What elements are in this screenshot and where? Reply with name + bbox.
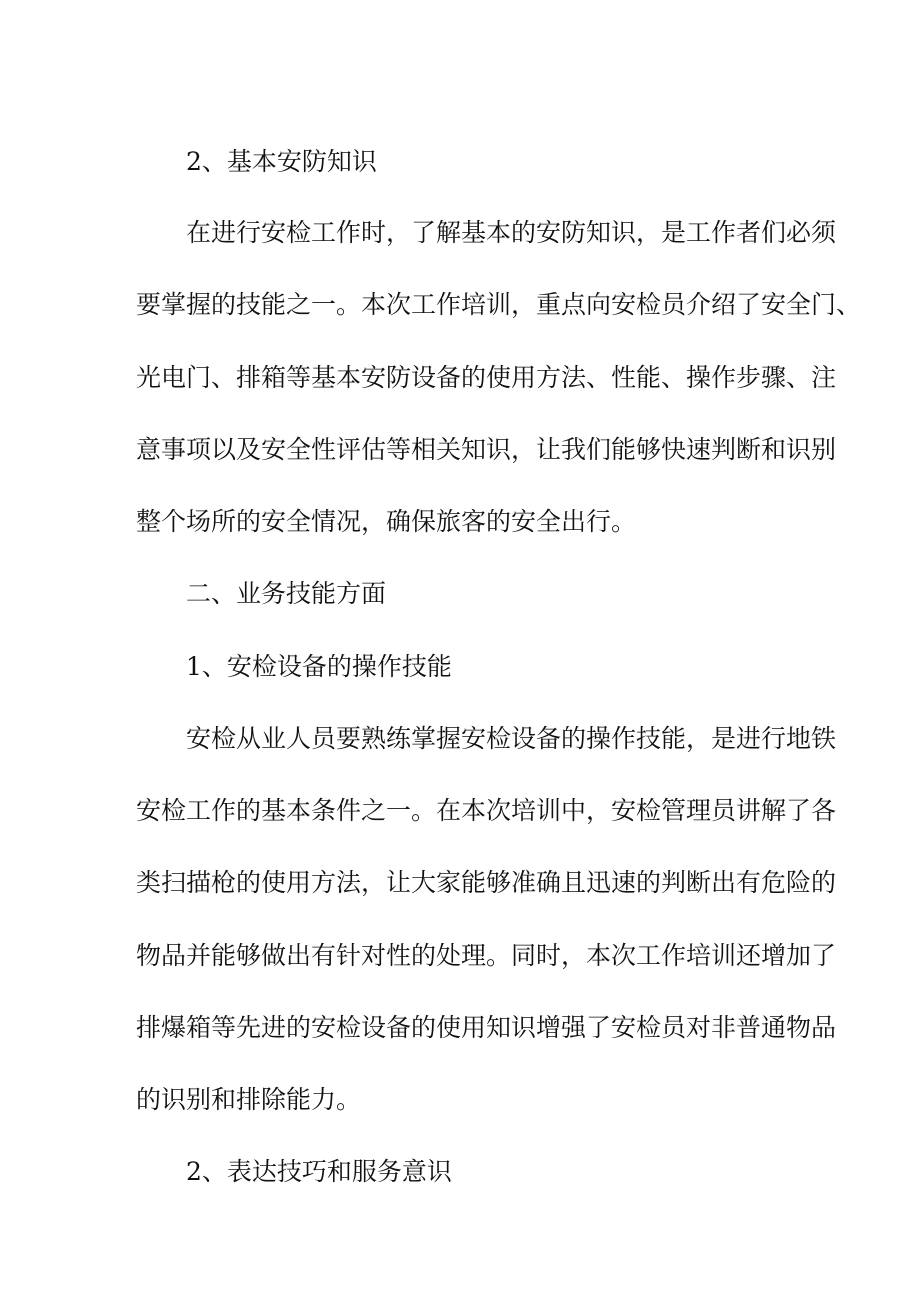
paragraph-line: 光电门、排箱等基本安防设备的使用方法、性能、操作步骤、注	[136, 363, 837, 392]
heading-equipment-skills: 1、安检设备的操作技能	[186, 652, 452, 681]
paragraph-line: 类扫描枪的使用方法，让大家能够准确且迅速的判断出有危险的	[136, 868, 837, 897]
paragraph-line: 要掌握的技能之一。本次工作培训，重点向安检员介绍了安全门、	[136, 290, 862, 319]
heading-basic-security: 2、基本安防知识	[186, 147, 377, 176]
paragraph-line: 物品并能够做出有针对性的处理。同时，本次工作培训还增加了	[136, 941, 837, 970]
paragraph-line: 意事项以及安全性评估等相关知识，让我们能够快速判断和识别	[136, 435, 837, 464]
paragraph-line: 安检工作的基本条件之一。在本次培训中，安检管理员讲解了各	[136, 796, 837, 825]
paragraph-line: 排爆箱等先进的安检设备的使用知识增强了安检员对非普通物品	[136, 1013, 837, 1042]
paragraph-line: 的识别和排除能力。	[136, 1085, 362, 1114]
section-business-skills: 二、业务技能方面	[186, 579, 387, 608]
paragraph-line: 在进行安检工作时，了解基本的安防知识，是工作者们必须	[186, 218, 837, 247]
heading-expression-service: 2、表达技巧和服务意识	[186, 1157, 452, 1186]
paragraph-line: 安检从业人员要熟练掌握安检设备的操作技能，是进行地铁	[186, 724, 837, 753]
paragraph-line: 整个场所的安全情况，确保旅客的安全出行。	[136, 507, 637, 536]
